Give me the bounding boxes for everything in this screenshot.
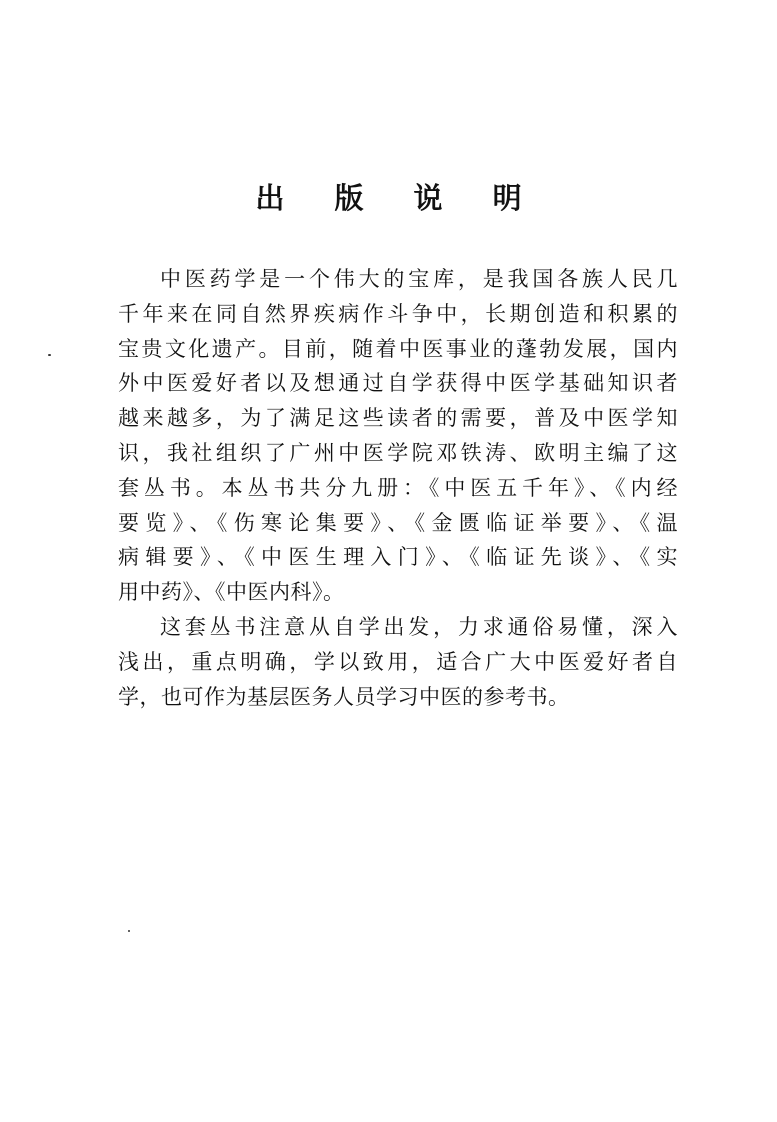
text-line: 外中医爱好者以及想通过自学获得中医学基础知识者 bbox=[118, 371, 678, 396]
text-line: 套丛书。本丛书共分九册：《中医五千年》、《内经 bbox=[118, 475, 678, 500]
scan-speck bbox=[48, 354, 51, 356]
text-line: 越来越多，为了满足这些读者的需要，普及中医学知 bbox=[118, 406, 678, 431]
text-line: 用中药》、《中医内科》。 bbox=[118, 580, 345, 605]
text-line: 要览》、《伤寒论集要》、《金匮临证举要》、《温 bbox=[118, 510, 678, 535]
scan-speck bbox=[128, 930, 130, 932]
text-line: 识，我社组织了广州中医学院邓铁涛、欧明主编了这 bbox=[118, 440, 678, 465]
text-line: 千年来在同自然界疾病作斗争中，长期创造和积累的 bbox=[118, 301, 678, 326]
body-text bbox=[118, 262, 678, 714]
text-line: 浅出，重点明确，学以致用，适合广大中医爱好者自 bbox=[118, 649, 678, 674]
paragraph-2 bbox=[118, 610, 678, 714]
text-line: 中医药学是一个伟大的宝库，是我国各族人民几 bbox=[160, 267, 678, 291]
text-line: 这套丛书注意从自学出发，力求通俗易懂，深入 bbox=[160, 614, 678, 639]
text-line: 宝贵文化遗产。目前，随着中医事业的蓬勃发展，国内 bbox=[118, 336, 678, 361]
text-line: 学，也可作为基层医务人员学习中医的参考书。 bbox=[118, 684, 570, 709]
text-line: 病辑要》、《中医生理入门》、《临证先谈》、《实 bbox=[118, 545, 678, 570]
paragraph-1 bbox=[118, 262, 678, 610]
page-title: 出 版 说 明 bbox=[255, 181, 542, 215]
